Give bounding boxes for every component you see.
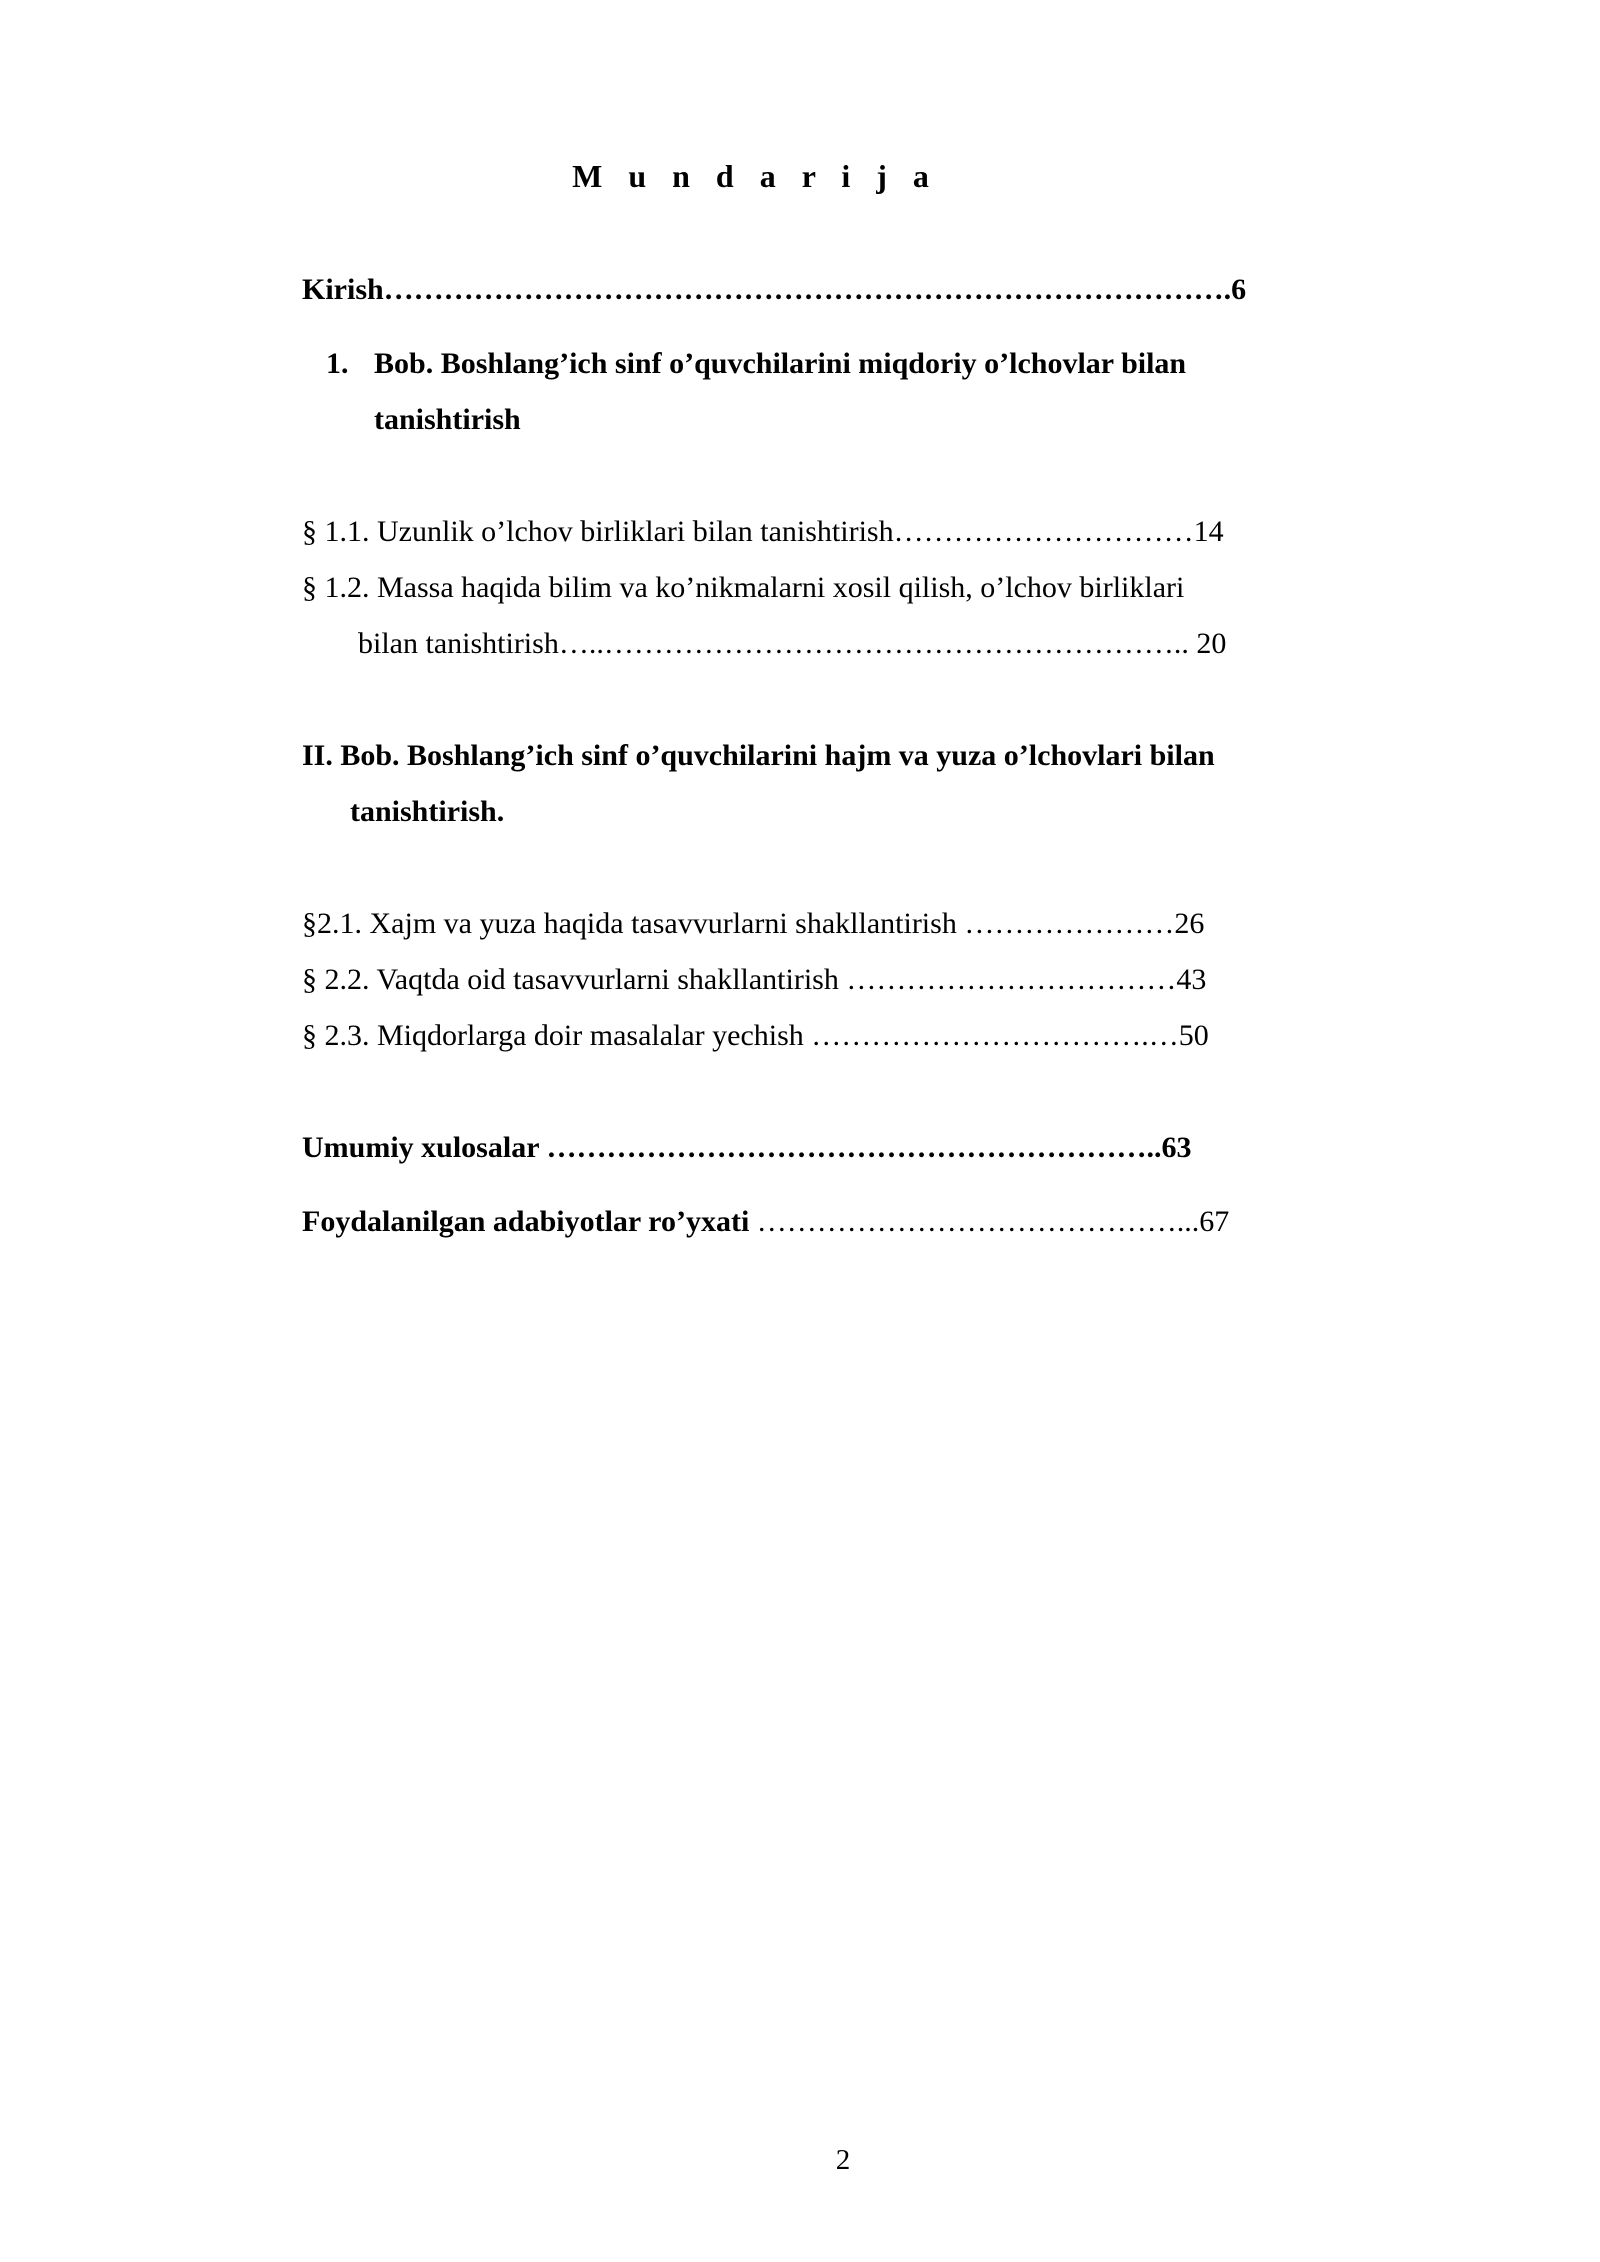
toc-section-1-1: § 1.1. Uzunlik o’lchov birliklari bilan tanishtirish…………………………14 <box>302 515 1224 548</box>
toc-entry-conclusions: Umumiy xulosalar ……………………………………………………..63 <box>302 1131 1192 1164</box>
toc-references-leader: ……………………………………...67 <box>749 1205 1230 1238</box>
toc-chapter2-heading-cont: tanishtirish. <box>350 795 505 828</box>
toc-section-2-1: §2.1. Xajm va yuza haqida tasavvurlarni shakllantirish …………………26 <box>302 907 1205 940</box>
toc-entry-references <box>302 1202 1229 1242</box>
toc-chapter1-heading: Bob. Boshlang’ich sinf o’quvchilarini miqdoriy o’lchovlar bilan <box>374 347 1187 380</box>
toc-entry-introduction: Kirish………………………………………………………………………….6 <box>302 273 1247 306</box>
toc-section-2-2: § 2.2. Vaqtda oid tasavvurlarni shakllantirish ……………………………43 <box>302 963 1207 996</box>
toc-chapter1-heading-cont: tanishtirish <box>374 403 521 436</box>
page-number: 2 <box>835 2144 851 2176</box>
toc-chapter2-heading: II. Bob. Boshlang’ich sinf o’quvchilarini hajm va yuza o’lchovlari bilan <box>302 739 1215 772</box>
page-title: M u n d a r i j a <box>572 158 938 194</box>
toc-section-1-2-cont: bilan tanishtirish…..………………………………………………….. 20 <box>358 627 1227 660</box>
toc-chapter1-number: 1. <box>326 347 349 380</box>
toc-section-2-3: § 2.3. Miqdorlarga doir masalalar yechish …………………………….…50 <box>302 1019 1209 1052</box>
toc-section-1-2: § 1.2. Massa haqida bilim va ko’nikmalarni xosil qilish, o’lchov birliklari <box>302 571 1185 604</box>
toc-references-label: Foydalanilgan adabiyotlar ro’yxati <box>302 1205 750 1238</box>
